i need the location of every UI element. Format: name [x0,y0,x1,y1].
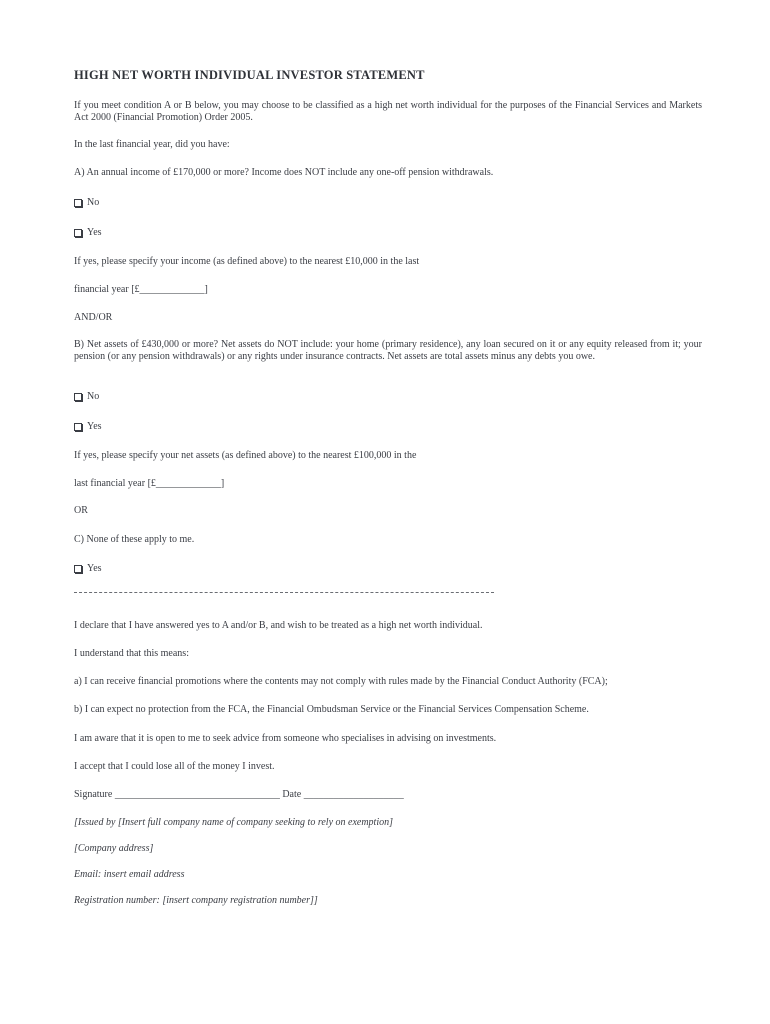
section-c-yes-option[interactable] [74,563,102,574]
section-a-specify-line2[interactable]: financial year [£_____________] [74,284,208,295]
or-text: OR [74,505,88,516]
section-a-specify-line1: If yes, please specify your income (as defined above) to the nearest £10,000 in the last [74,256,420,267]
section-a-yes-option[interactable] [74,227,102,238]
section-b-yes-option[interactable] [74,421,102,432]
point-b-text: b) I can expect no protection from the FCA, the Financial Ombudsman Service or the Financial Services Compensation Scheme. [74,704,589,715]
checkbox-icon[interactable] [74,423,82,431]
document-title: HIGH NET WORTH INDIVIDUAL INVESTOR STATEMENT [74,68,425,82]
option-label: Yes [87,227,102,238]
signature-date-line[interactable]: Signature _________________________________ Date ____________________ [74,789,404,800]
option-label: Yes [87,421,102,432]
checkbox-icon[interactable] [74,199,82,207]
option-label: No [87,391,100,402]
section-c-text: C) None of these apply to me. [74,534,195,545]
declaration-text: I declare that I have answered yes to A and/or B, and wish to be treated as a high net worth individual. [74,620,483,631]
checkbox-icon[interactable] [74,229,82,237]
option-label: No [87,197,100,208]
understand-text: I understand that this means: [74,648,189,659]
intro-paragraph: If you meet condition A or B below, you may choose to be classified as a high net worth individual for the purposes of the Financial Services and Markets Act 2000 (Financial Promotion) Order 2005. [74,100,702,123]
section-a-no-option[interactable] [74,197,99,208]
and-or-text: AND/OR [74,312,113,323]
company-address-text: [Company address] [74,843,154,854]
email-text: Email: insert email address [74,869,185,880]
dashed-divider [74,592,494,593]
checkbox-icon[interactable] [74,393,82,401]
question-text: In the last financial year, did you have: [74,139,230,150]
point-a-text: a) I can receive financial promotions where the contents may not comply with rules made by the Financial Conduct Authority (FCA); [74,676,608,687]
aware-text: I am aware that it is open to me to seek advice from someone who specialises in advising on investments. [74,733,497,744]
checkbox-icon[interactable] [74,565,82,573]
section-b-no-option[interactable] [74,391,99,402]
registration-text: Registration number: [insert company registration number]] [74,895,318,906]
issued-by-text: [Issued by [Insert full company name of company seeking to rely on exemption] [74,817,393,828]
option-label: Yes [87,563,102,574]
accept-text: I accept that I could lose all of the money I invest. [74,761,275,772]
section-a-text: A) An annual income of £170,000 or more? Income does NOT include any one-off pension withdrawals. [74,167,494,178]
section-b-specify-line2[interactable]: last financial year [£_____________] [74,478,225,489]
section-b-specify-line1: If yes, please specify your net assets (as defined above) to the nearest £100,000 in the [74,450,417,461]
section-b-text: B) Net assets of £430,000 or more? Net assets do NOT include: your home (primary residence), any loan secured on it or any equity released from it; your pension (or any pension withdrawals) or any rights under insurance contracts. Net assets are total assets minus any debts you owe. [74,339,702,362]
